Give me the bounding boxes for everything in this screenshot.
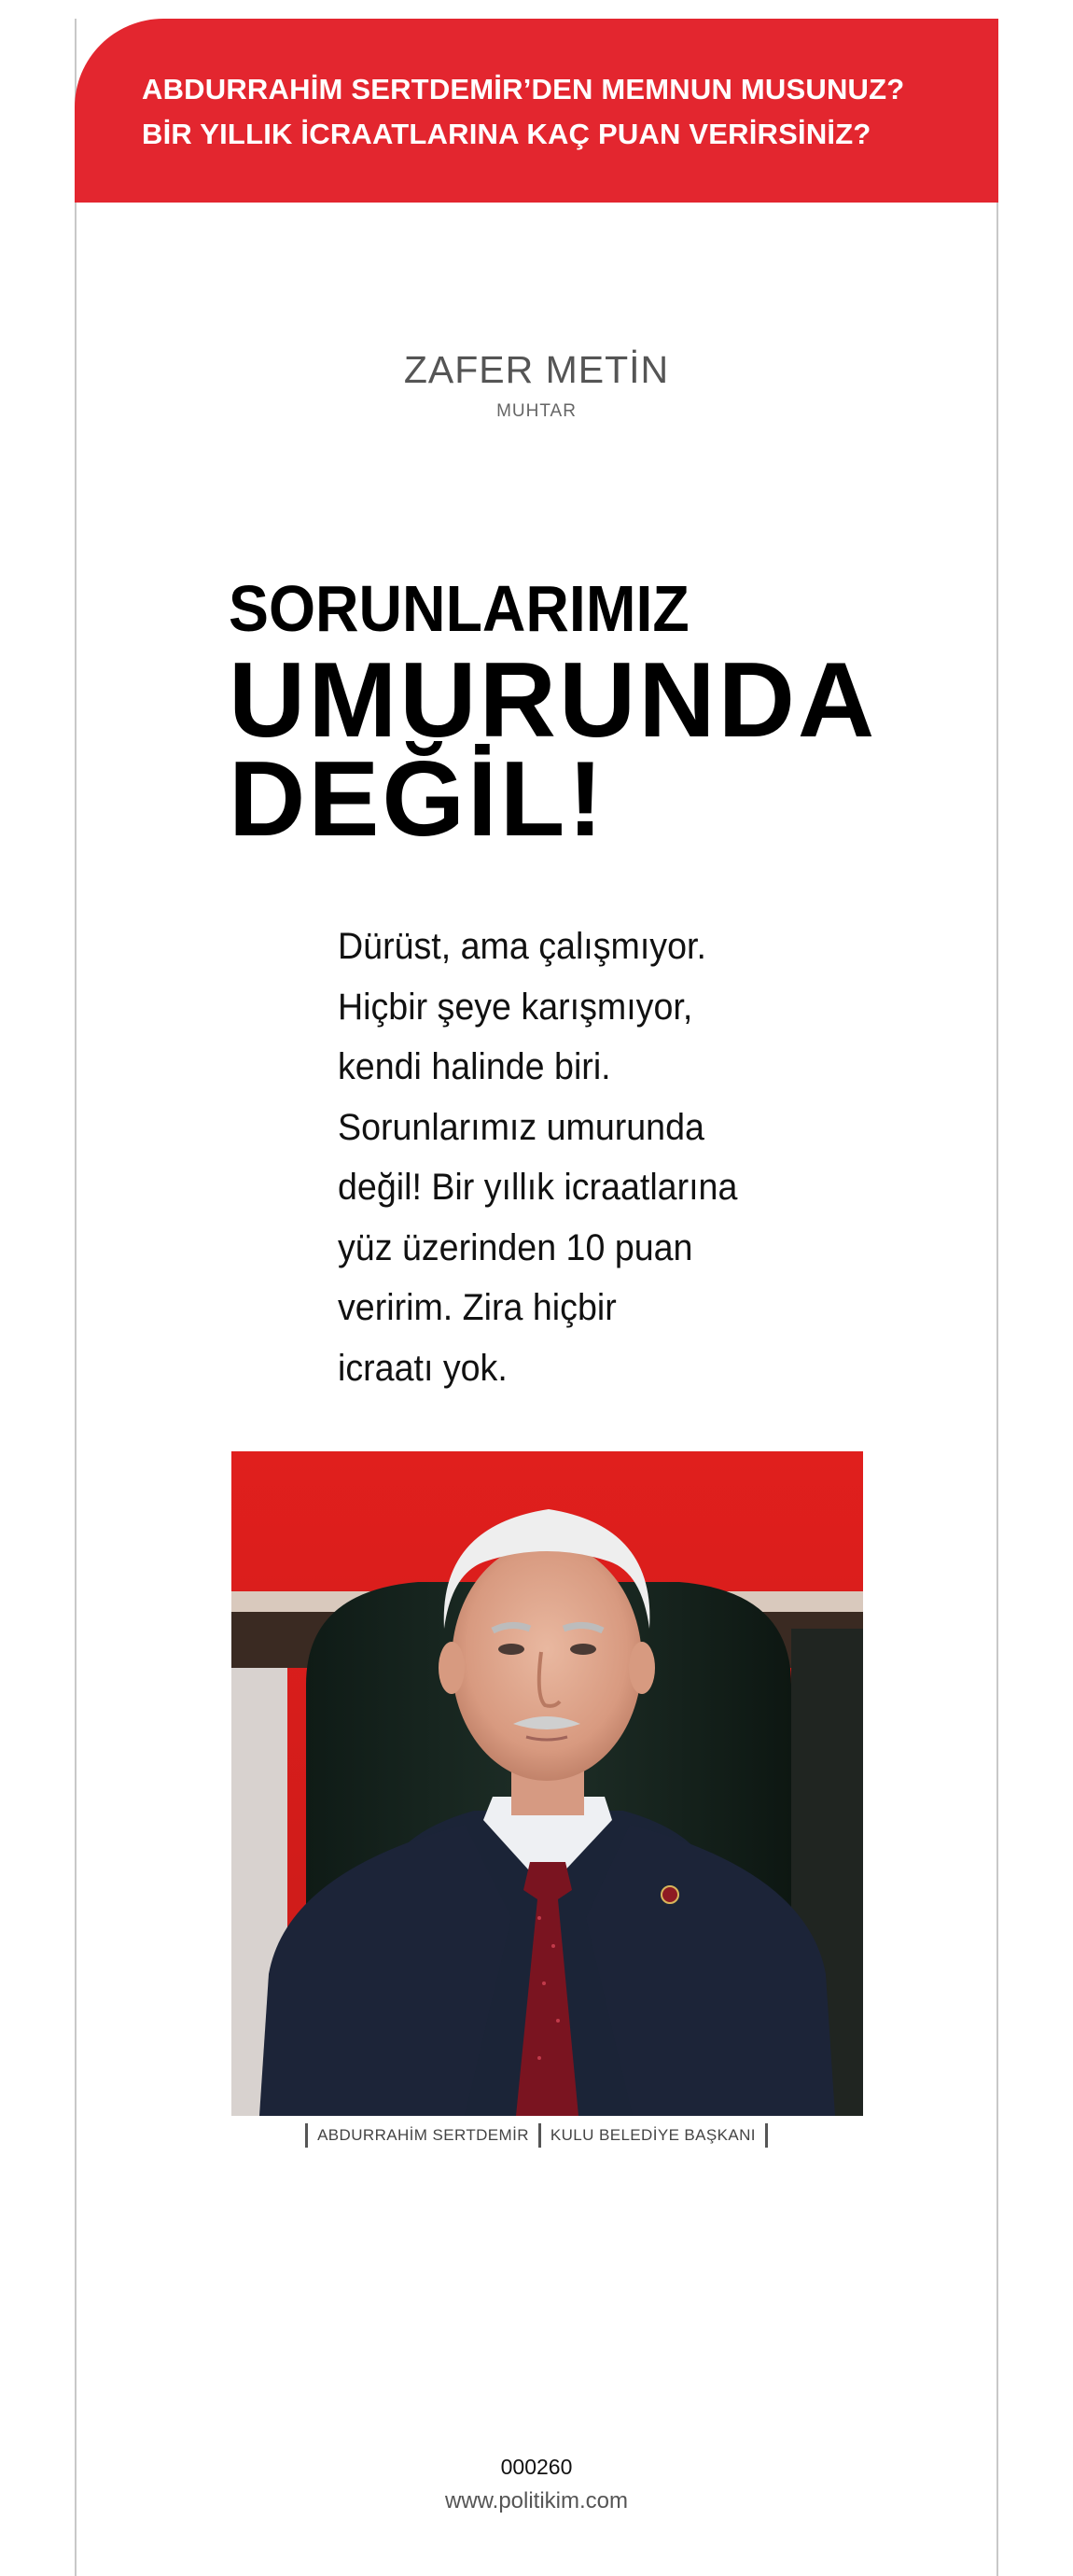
banner-question-2: BİR YILLIK İCRAATLARINA KAÇ PUAN VERİRSİNİZ? — [142, 118, 871, 150]
author-role: MUHTAR — [496, 401, 577, 421]
banner-question-1: ABDURRAHİM SERTDEMİR’DEN MEMNUN MUSUNUZ? — [142, 73, 905, 105]
quote-line: veririm. Zira hiçbir — [338, 1287, 617, 1328]
quote-line: icraatı yok. — [338, 1347, 508, 1389]
caption-divider — [538, 2123, 541, 2148]
caption-person-name: ABDURRAHİM SERTDEMİR — [317, 2126, 529, 2144]
portrait-photo — [231, 1451, 863, 2116]
headline-line-1: SORUNLARIMIZ — [229, 572, 690, 645]
quote-line: Dürüst, ama çalışmıyor. — [338, 926, 706, 967]
quote-line: yüz üzerinden 10 puan — [338, 1226, 693, 1268]
header-banner — [75, 19, 998, 203]
quote-body — [338, 917, 776, 1398]
author-name: ZAFER METİN — [403, 348, 670, 391]
photo-caption — [0, 2123, 1073, 2148]
caption-person-title: KULU BELEDİYE BAŞKANI — [550, 2126, 756, 2144]
footer-code: 000260 — [500, 2455, 573, 2479]
quote-line: Hiçbir şeye karışmıyor, — [338, 986, 693, 1028]
quote-line: değil! Bir yıllık icraatlarına — [338, 1167, 738, 1208]
caption-divider — [765, 2123, 768, 2148]
headline — [229, 571, 878, 859]
quote-line: Sorunlarımız umurunda — [338, 1106, 704, 1148]
caption-divider — [305, 2123, 308, 2148]
footer-website: www.politikim.com — [444, 2488, 629, 2513]
quote-line: kendi halinde biri. — [338, 1046, 611, 1087]
headline-line-2: UMURUNDA — [229, 641, 878, 760]
headline-line-3: DEĞİL! — [229, 740, 606, 859]
